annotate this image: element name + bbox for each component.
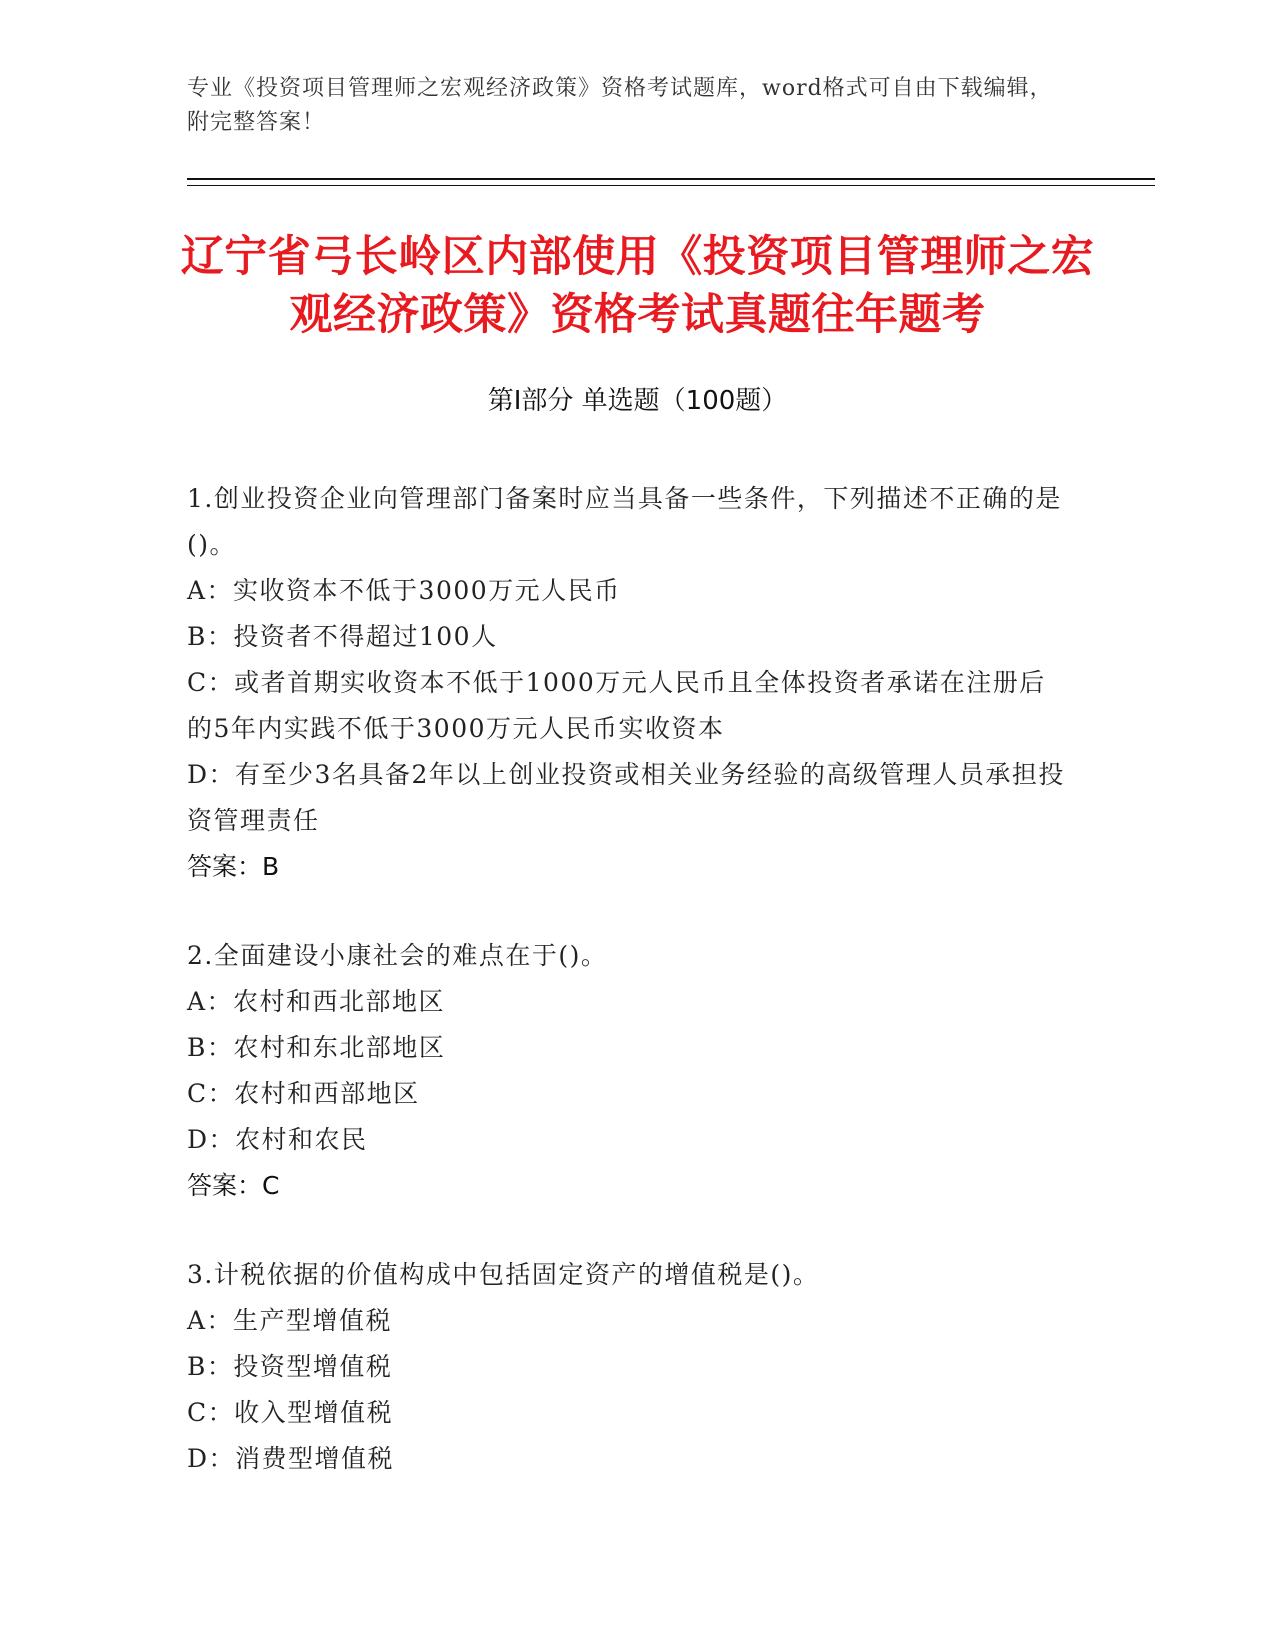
question-2 [187,933,1067,1209]
question-1 [187,476,1067,890]
section-heading: 第Ⅰ部分 单选题（100题） [487,386,788,416]
answer: 答案：C [187,1171,280,1200]
option-c: C：收入型增值税 [187,1398,394,1427]
header-divider-thin [187,185,1155,186]
question-list [187,476,1067,1525]
option-c: C：农村和西部地区 [187,1079,420,1108]
document-title: 辽宁省弓长岭区内部使用《投资项目管理师之宏观经济政策》资格考试真题往年题考 [180,232,1095,340]
header-divider-thick [187,178,1155,180]
header-note: 专业《投资项目管理师之宏观经济政策》资格考试题库，word格式可自由下载编辑，附完整答案！ [187,76,1053,135]
question-stem: 3.计税依据的价值构成中包括固定资产的增值税是()。 [187,1260,820,1289]
option-c: C：或者首期实收资本不低于1000万元人民币且全体投资者承诺在注册后的5年内实践不低于3000万元人民币实收资本 [187,668,1046,743]
answer: 答案：B [187,852,280,881]
option-a: A：生产型增值税 [187,1306,393,1335]
question-stem: 1.创业投资企业向管理部门备案时应当具备一些条件，下列描述不正确的是()。 [187,484,1062,559]
option-d: D：消费型增值税 [187,1444,395,1473]
option-d: D：农村和农民 [187,1125,368,1154]
question-3 [187,1252,1067,1482]
option-a: A：农村和西北部地区 [187,987,446,1016]
option-a: A：实收资本不低于3000万元人民币 [187,576,621,605]
option-d: D：有至少3名具备2年以上创业投资或相关业务经验的高级管理人员承担投资管理责任 [187,760,1065,835]
option-b: B：投资型增值税 [187,1352,393,1381]
option-b: B：投资者不得超过100人 [187,622,498,651]
option-b: B：农村和东北部地区 [187,1033,446,1062]
question-stem: 2.全面建设小康社会的难点在于()。 [187,941,608,970]
